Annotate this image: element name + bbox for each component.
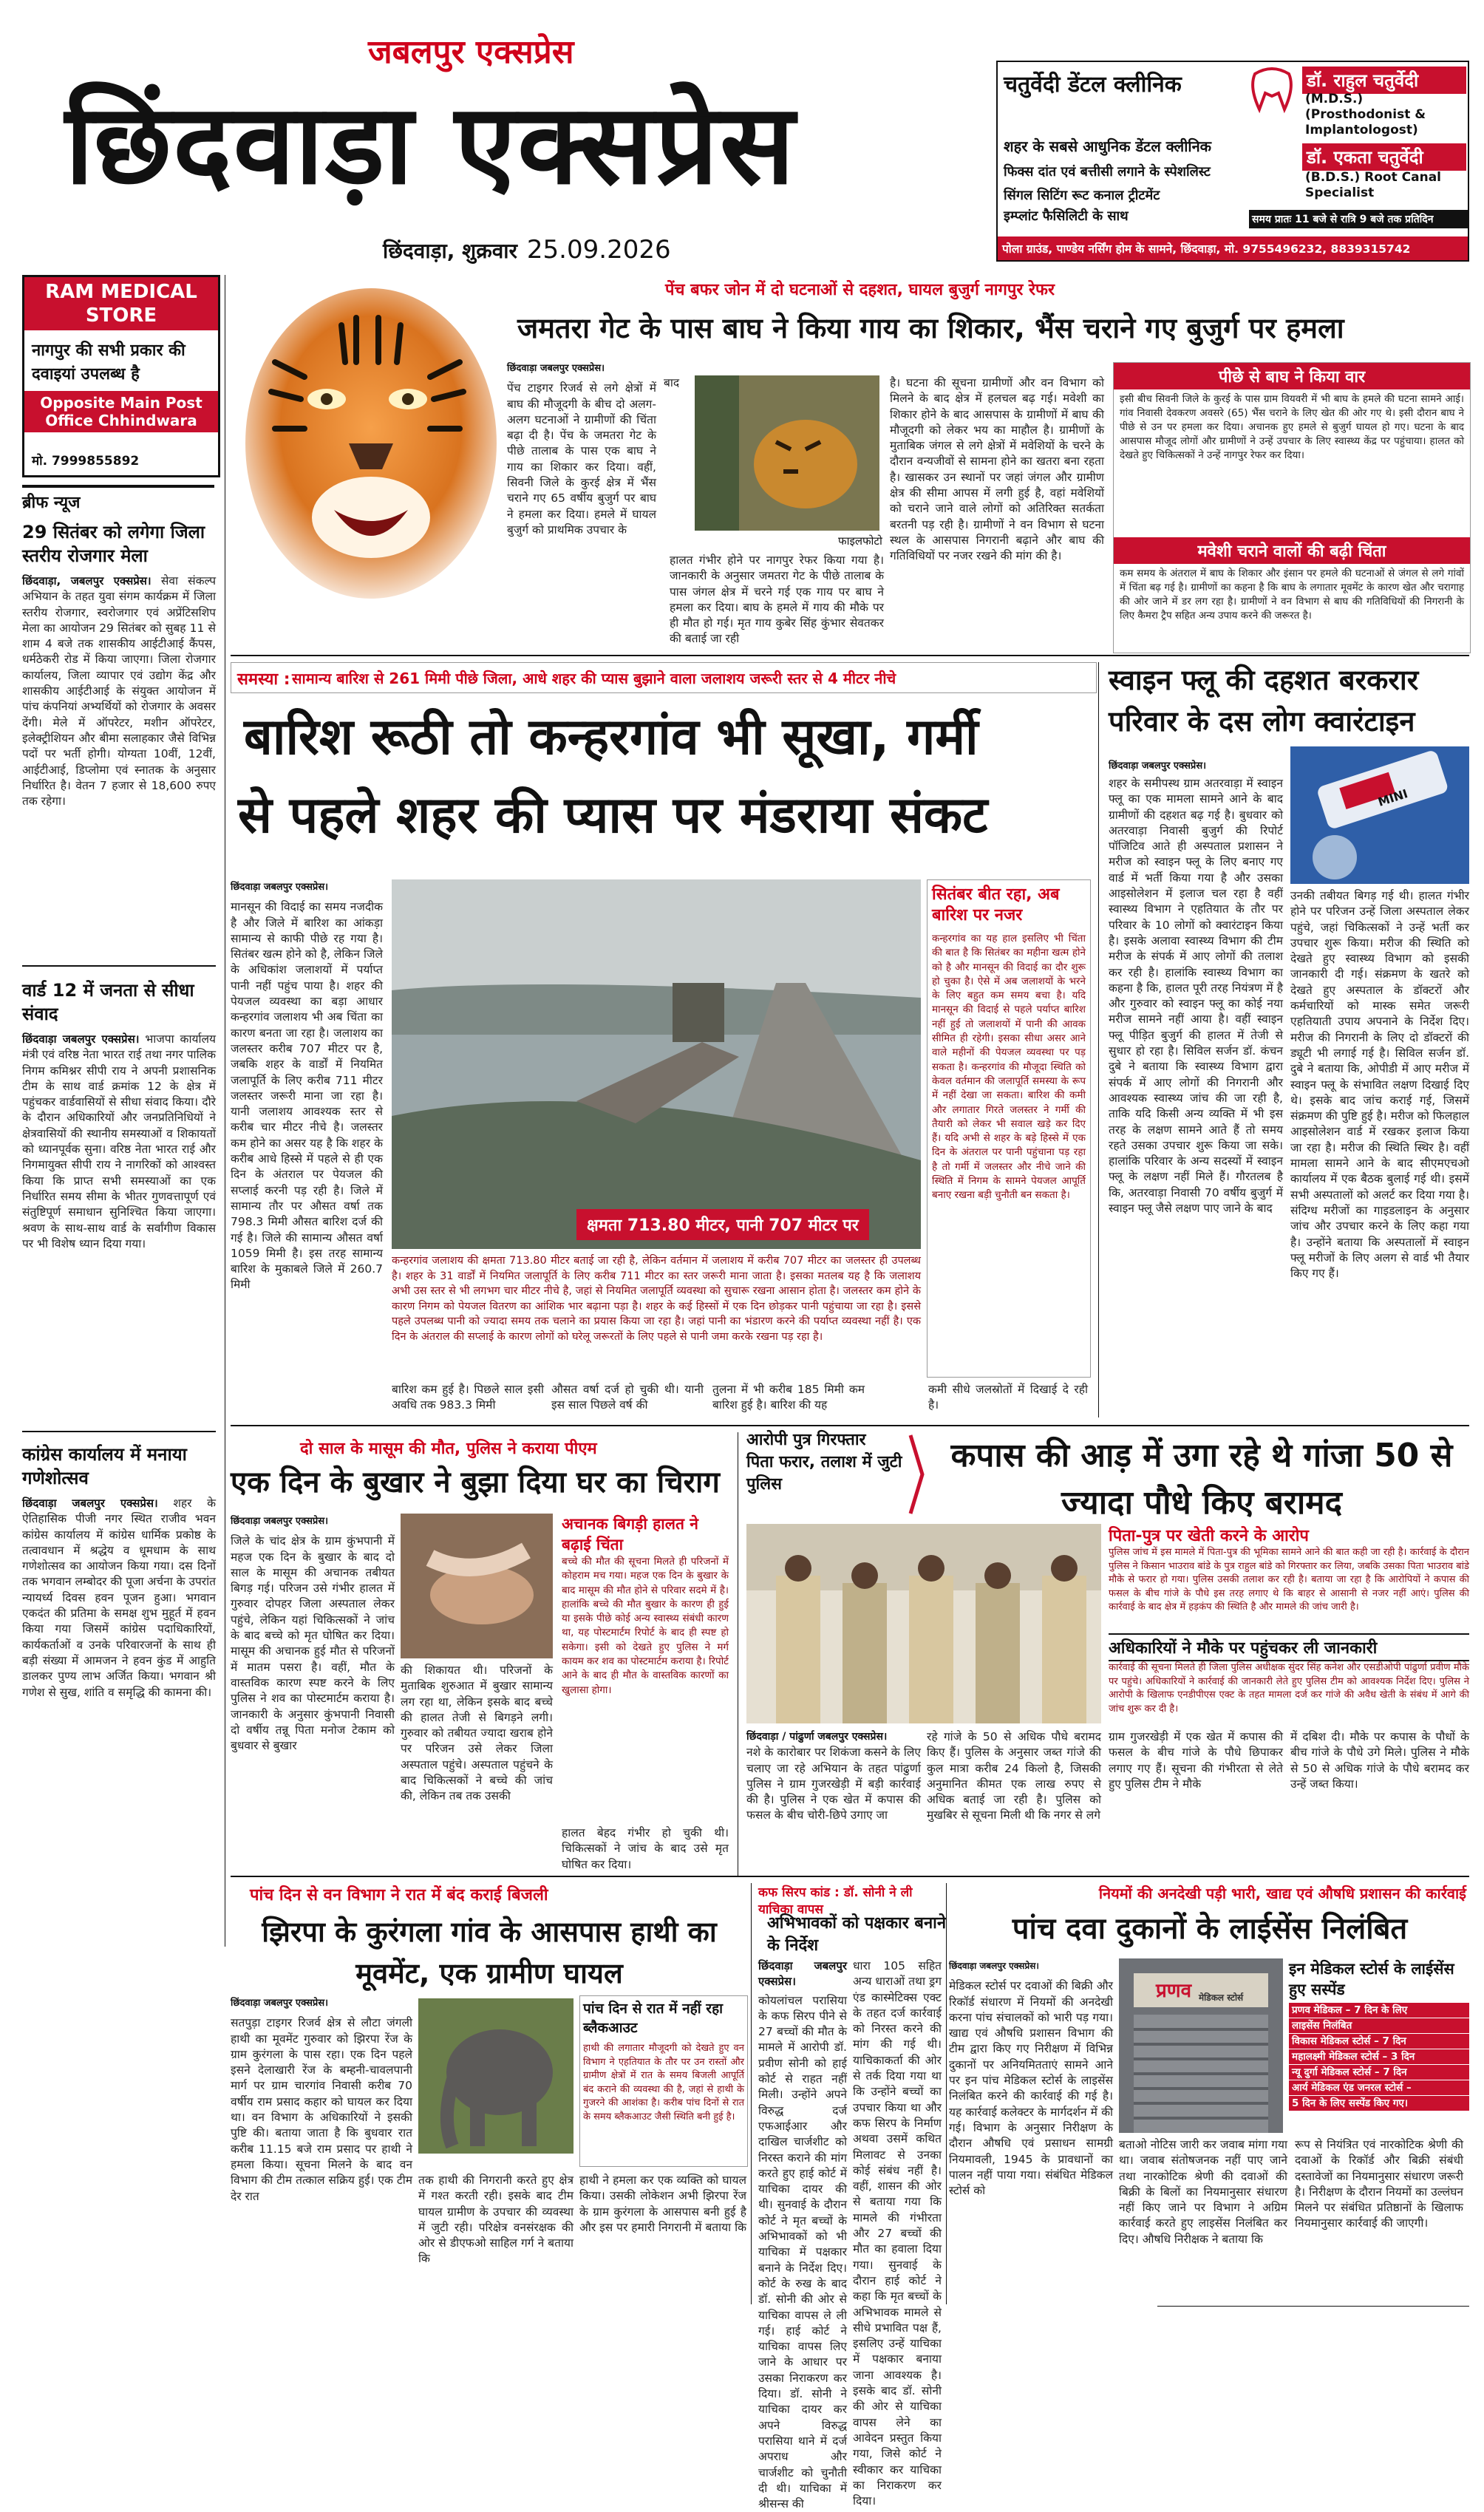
masthead-subtitle: जबलपुर एक्सप्रेस — [368, 33, 574, 71]
water-headline-1: बारिश रूठी तो कन्हरगांव भी सूखा, गर्मी — [244, 708, 978, 766]
water-sidebar-text: कन्हरगांव का यह हाल इसलिए भी चिंता की बात है कि सितंबर का महीना खत्म होने को है और मानसून की विदाई का दौर शुरू हो चुका है। ऐसे में अब जलाशयों के भरने के लिए बहुत कम समय बचा है। यदि मानसून की विदाई से पहले पर्याप्त बारिश नहीं हुई तो जलाशयों में पानी की आवक सीमित ही रहेगी। इसका सीधा असर आने वाले महीनों की पेयजल व्यवस्था पर पड़ सकता है। कन्हरगांव की मौजूदा स्थिति को केवल वर्तमान की जलापूर्ति समस्या के रूप में नहीं देखा जा सकता। बारिश की कमी और लगातार गिरते जलस्तर ने गर्मी की तैयारी को लेकर भी सवाल खड़े कर दिए हैं। यदि अभी से शहर के बड़े हिस्से में एक दिन के अंतराल पर पानी पहुंचाना पड़ रहा है तो गर्मी में जलस्तर और नीचे जाने की स्थिति में निगम के सामने पेयजल आपूर्ति बनाए रखना बड़ी चुनौती बन सकता है। — [932, 933, 1086, 1202]
license-col1 — [949, 1958, 1113, 2306]
masthead — [21, 13, 981, 268]
divider — [231, 1876, 1469, 1877]
brief1-text: सेवा संकल्प अभियान के तहत युवा संगम कार्यक्रम में जिला स्तरीय रोजगार, स्वरोजगार एवं अप्रेंटिसशिप मेला का आयोजन 29 सितंबर को सुबह 11 से शाम 4 बजे तक शासकीय आईटीआई कैंपस, धर्मठेकरी रोड में किया जाएगा। जिला रोजगार कार्यालय, जिला व्यापार एवं उद्योग केंद्र और शासकीय आईटीआई के संयुक्त आयोजन में पांच कंपनियां अभ्यर्थियों को रोजगार के अवसर देंगी। मेले में ऑपरेटर, मशीन ऑपरेटर, इलेक्ट्रीशियन और बीमा सलाहकार जैसे विभिन्न पदों पर भर्ती होगी। योग्यता 10वीं, 12वीं, आईटीआई, डिप्लोमा एवं स्नातक के अनुसार निर्धारित है। वेतन 7 हजार से 18,600 रुपए तक रहेगा। — [22, 574, 217, 809]
elephant-sidebar — [579, 1995, 748, 2167]
brief-news-label: ब्रीफ न्यूज — [22, 485, 214, 513]
divider — [231, 1425, 1469, 1426]
tiger-byline: छिंदवाड़ा जबलपुर एक्सप्रेस। — [507, 363, 605, 374]
water-kicker-label: समस्या : — [237, 670, 290, 689]
ram-medical-line1: नागपुर की सभी प्रकार की दवाइयां उपलब्ध है — [32, 341, 186, 384]
water-col3: औसत वर्षा दर्ज हो चुकी थी। यानी इस साल पिछले वर्ष की — [551, 1383, 704, 1412]
dental-ad-line1: शहर के सबसे आधुनिक डेंटल क्लीनिक — [1004, 137, 1212, 155]
tiger-sidebar-text1: इसी बीच सिवनी जिले के कुरई के पास ग्राम वियवरी में भी बाघ के हमले की घटना सामने आई। गांव निवासी देवकरण अवसरे (65) भैंस चराने के लिए खेत की ओर गए थे। इसी दौरान बाघ ने पीछे से उन पर हमला कर दिया। अचानक हुए हमले से बुजुर्ग घायल हो गए। घटना के बाद आसपास मौजूद लोगों और ग्रामीणों ने उन्हें उपचार के लिए स्वास्थ्य केंद्र पर पहुंचाया। हालत को देखते हुए चिकित्सकों ने उन्हें नागपुर रेफर कर दिया। — [1120, 393, 1464, 461]
brief2-body — [22, 1032, 216, 1423]
tiger-kicker: पेंच बफर जोन में दो घटनाओं से दहशत, घायल बुजुर्ग नागपुर रेफर — [665, 281, 1055, 299]
brief3-text: शहर के ऐतिहासिक पीजी नगर स्थित राजीव भवन कांग्रेस कार्यालय में कांग्रेस धार्मिक प्रकोष्ठ के तत्वावधान में श्रद्धेय व धूमधाम के साथ गणेशोत्सव का आयोजन किया गया। दस दिनों तक भगवान लम्बोदर की पूजा अर्चना के उपरांत न्यायर्ध्य दिवस हवन पूजन हुआ। भगवान एकदंत की प्रतिमा के समक्ष शुभ मुहूर्त में हवन किया गया जिसमें कांग्रेस पदाधिकारियों, कार्यकर्ताओं व उनके परिवारजनों के साथ ही बड़ी संख्या में आमजन ने हवन कुंड में आहुति डालकर पुण्य लाभ अर्जित किया। भगवान श्री गणेश से सुख, शांति व समृद्धि की कामना की। — [22, 1497, 216, 1699]
license-headline: पांच दवा दुकानों के लाईसेंस निलंबित — [1012, 1912, 1408, 1946]
shop-sign: प्रणव — [1156, 1980, 1192, 2002]
dental-ad — [996, 61, 1469, 262]
brief1-body — [22, 573, 216, 958]
license-box-head: इन मेडिकल स्टोर्स के लाईसेंस हुए सस्पेंड — [1289, 1960, 1454, 1998]
child-col2: की शिकायत थी। परिजनों के मुताबिक शुरुआत में बुखार सामान्य लग रहा था, लेकिन इसके बाद बच्चे की हालत तेजी से बिगड़ने लगी। गुरुवार को तबीयत ज्यादा खराब होने पर परिजन उसे लेकर जिला अस्पताल पहुंचे। अस्पताल पहुंचने के बाद चिकित्सकों ने बच्चे की जांच की, लेकिन तब तक उसकी — [401, 1664, 553, 1803]
dental-doc2: डॉ. एकता चतुर्वेदी — [1302, 143, 1466, 171]
tiger-photo-caption: फाइलफोटो — [838, 534, 882, 548]
elephant-byline: छिंदवाड़ा जबलपुर एक्सप्रेस। — [231, 1998, 329, 2009]
ganja-kicker1: आरोपी पुत्र गिरफ्तार — [746, 1431, 866, 1449]
tiger-col1-text: पेंच टाइगर रिजर्व से लगे क्षेत्रों में बाघ की मौजूदगी के बीच दो अलग-अलग घटनाओं ने ग्रामीणों की चिंता बढ़ा दी है। पेंच के जमतरा गेट के पीछे तालाब के पास एक बाघ ने गाय का शिकार कर दिया। वहीं, सिवनी जिले के कुरई क्षेत्र में भैंस चराने गए 65 वर्षीय बुजुर्ग पर बाघ ने हमला कर दिया। हमले में घायल बुजुर्ग को प्राथमिक उपचार के — [507, 381, 656, 537]
dental-ad-clinic: चतुर्वेदी डेंटल क्लीनिक — [1004, 72, 1182, 98]
ganja-byline: छिंदवाड़ा / पांढुर्णा जबलपुर एक्सप्रेस। — [746, 1731, 888, 1743]
elephant-headline: झिरपा के कुरंगला गांव के आसपास हाथी का मूवमेंट, एक ग्रामीण घायल — [262, 1916, 717, 1989]
dateline-place: छिंदवाड़ा, शुक्रवार — [383, 239, 518, 263]
tiger-col3 — [890, 375, 1104, 650]
elephant-sidebar-head: पांच दिन से रात में नहीं रहा ब्लैकआउट — [583, 2001, 724, 2036]
column-divider — [1098, 662, 1099, 1417]
ganja-col2: रहे गांजे के 50 से अधिक पौधे बरामद किए हैं। पुलिस के अनुसार जब्त गांजे की कुल मात्रा करीब 24 किलो है, जिसकी अनुमानित कीमत एक लाख रुपए से अधिक बताई जा रही है। पुलिस को मुखबिर से सूचना मिली थी कि नगर से लगे — [927, 1730, 1101, 1822]
ganja-headline: कपास की आड़ में उगा रहे थे गांजा 50 से ज्यादा पौधे किए बरामद — [950, 1437, 1453, 1522]
license-box-item: न्यू दुर्गा मेडिकल स्टोर्स – 7 दिन — [1289, 2065, 1469, 2080]
ganja-sidebar-text: पुलिस जांच में इस मामले में पिता-पुत्र की भूमिका सामने आने की बात कही जा रही है। कार्रवाई के दौरान पुलिस ने किसान भाउराव बांडे के पुत्र राहुल बांडे को गिरफ्तार कर लिया, जबकि उसका पिता भाउराव बांडे मौके से फरार हो गया। पुलिस उसकी तलाश कर रही है। बताया जा रहा है कि आरोपियों ने कपास की फसल के बीच गांजे के पौधे इस तरह लगाए थे कि बाहर से आसानी से नजर नहीं आएं। पुलिस की कार्रवाई के बाद क्षेत्र में हड़कंप की स्थिति है और मामले की जांच जारी है। — [1109, 1547, 1469, 1613]
dental-ad-line2: फिक्स दांत एवं बत्तीसी लगाने के स्पेशलिस्ट — [1004, 164, 1211, 180]
elephant-col3: हाथी ने हमला कर एक व्यक्ति को घायल किया। उसकी लोकेशन अभी झिरपा रेंज के ग्राम कुरंगला के आसपास बनी हुई है और इस पर हमारी निगरानी में बताया कि — [579, 2174, 746, 2234]
dental-ad-address: पोला ग्राउंड, पाण्डेय नर्सिंग होम के सामने, छिंदवाड़ा, मो. 9755496232, 8839315742 — [998, 236, 1468, 260]
child-byline: छिंदवाड़ा जबलपुर एक्सप्रेस। — [231, 1516, 329, 1527]
ram-medical-ad — [22, 275, 220, 477]
ram-medical-phone: मो. 7999855892 — [32, 454, 140, 469]
child-kicker: दो साल के मासूम की मौत, पुलिस ने कराया पीएम — [300, 1440, 597, 1458]
tiger-sidebar-head2: मवेशी चराने वालों की बढ़ी चिंता — [1114, 537, 1470, 564]
tiger-sidebar-head1: पीछे से बाघ ने किया वार — [1114, 363, 1470, 389]
tooth-icon — [1246, 67, 1298, 114]
child-sidebar-head: अचानक बिगड़ी हालत ने बढ़ाई चिंता — [562, 1515, 698, 1553]
divider — [1157, 2306, 1469, 2307]
ganja-sidebar-text2: कार्रवाई की सूचना मिलते ही जिला पुलिस अधीक्षक सुंदर सिंह कनेश और एसडीओपी पांढुर्णा प्रवीण मौके पर पहुंचे। अधिकारियों ने कार्रवाई की जानकारी लेते हुए पुलिस टीम को आवश्यक निर्देश दिए। पुलिस ने आरोपी के खिलाफ एनडीपीएस एक्ट के तहत मामला दर्ज कर गांजे की अवैध खेती के संबंध में आगे की जांच शुरू कर दी है। — [1109, 1662, 1469, 1715]
column-divider — [751, 1883, 752, 2304]
flu-col1: शहर के समीपस्थ ग्राम अतरवाड़ा में स्वाइन फ्लू का एक मामला सामने आने के बाद ग्रामीणों की दहशत बढ़ गई है। बुधवार को अतरवाड़ा निवासी बुजुर्ग की रिपोर्ट पॉजिटिव आते ही अस्पताल प्रशासन ने मरीज को स्वाइन फ्लू के लिए बनाए गए वार्ड में भर्ती किया गया है और उसका आइसोलेशन में इलाज चल रहा है वहीं स्वास्थ्य विभाग ने एहतियात के तौर पर परिवार के 10 लोगों को क्वारंटाइन किया है। इसके अलावा स्वास्थ्य विभाग की टीम मरीज के संपर्क में आए लोगों की तलाश कर रही है। हालांकि स्वास्थ्य विभाग का कहना है कि, हालत पूरी तरह नियंत्रण में है और गुरुवार को स्वाइन फ्लू का कोई नया मरीज सामने नहीं आया है। वहीं स्वाइन फ्लू पीड़ित बुजुर्ग की हालत में तेजी से सुधार हो रहा है। सिविल सर्जन डॉ. कंचन दुबे ने बताया कि स्वास्थ्य विभाग द्वारा संपर्क में आए लोगों की निगरानी और आवश्यक स्वास्थ्य जांच की जा रही है, ताकि यदि किसी अन्य व्यक्ति में भी इस तरह के लक्षण सामने आते हैं तो समय रहते उसका उपचार शुरू किया जा सके। हालांकि परिवार के अन्य सदस्यों में स्वाइन फ्लू के लक्षण नहीं मिले हैं। गौरतलब है कि, अतरवाड़ा निवासी 70 वर्षीय बुजुर्ग में स्वाइन फ्लू जैसे लक्षण पाए जाने के बाद — [1109, 777, 1283, 1216]
license-col2: बताओ नोटिस जारी कर जवाब मांगा गया था। जवाब संतोषजनक नहीं पाए जाने तथा नारकोटिक श्रेणी की दवाओं की बिक्री के बिलों का नियमानुसार संधारण नहीं किए जाने पर विभाग ने अग्रिम कार्रवाई करते हुए लाइसेंस निलंबित कर दिए। औषधि निरीक्षक ने बताया कि — [1119, 2138, 1287, 2246]
license-box-item: 5 दिन के लिए सस्पेंड किए गए। — [1289, 2096, 1469, 2111]
masthead-title: छिंदवाड़ा एक्सप्रेस — [65, 81, 797, 209]
license-col3: रूप से नियंत्रित एवं नारकोटिक श्रेणी की दवाओं के रिकॉर्ड और बिक्री संबंधी दस्तावेजों का नियमानुसार संधारण जरूरी है। निरीक्षण के दौरान नियमों का उल्लंघन मिलने पर संबंधित प्रतिष्ठानों के खिलाफ नियमानुसार कार्रवाई की जाएगी। — [1295, 2138, 1463, 2230]
divider — [231, 655, 1469, 656]
divider — [22, 1431, 216, 1432]
water-col4: तुलना में भी करीब 185 मिमी कम बारिश हुई है। बारिश की यह — [712, 1383, 865, 1412]
water-col1-text: मानसून की विदाई का समय नजदीक है और जिले में बारिश का आंकड़ा सामान्य से काफी पीछे रह गया है। सितंबर खत्म होने को है, लेकिन जिले के अधिकांश जलाशयों में पर्याप्त पानी नहीं पहुंच पाया है। शहर की पेयजल व्यवस्था का बड़ा आधार कन्हरगांव जलाशय भी अब चिंता का कारण बनता जा रहा है। जलाशय का जलस्तर करीब 707 मीटर पर है, जबकि शहर के वार्डों में नियमित जलापूर्ति के लिए करीब 711 मीटर जलस्तर जरूरी माना जा रहा है। यानी जलाशय आवश्यक स्तर से करीब चार मीटर नीचे है। जलस्तर कम होने का असर यह है कि शहर के करीब आधे हिस्से में पहले से ही एक दिन के अंतराल पर पेयजल की सप्लाई करनी पड़ रही है। जिले में सामान्य तौर पर औसत वर्षा तक 798.3 मिमी औसत बारिश दर्ज की गई है। जिले की सामान्य औसत वर्षा 1059 मिमी है। इस तरह सामान्य बारिश के मुकाबले जिले में 260.7 मिमी — [231, 900, 383, 1292]
ganja-col1 — [746, 1729, 921, 1870]
water-col2: बारिश कम हुई है। पिछले साल इसी अवधि तक 983.3 मिमी — [392, 1383, 544, 1412]
water-sidebar-head: सितंबर बीत रहा, अब बारिश पर नजर — [932, 885, 1060, 925]
cough-col2: धारा 105 सहित अन्य धाराओं तथा ड्रग एंड कास्मेटिक्स एक्ट के तहत दर्ज कार्रवाई को निरस्त करने की मांग की गई थी। याचिकाकर्ता की ओर से तर्क दिया गया था कि उन्होंने बच्चों का उपचार किया था और कफ सिरप के निर्माण अथवा उसमें कथित मिलावट से उनका कोई संबंध नहीं है। वहीं, शासन की ओर से बताया गया कि मामले की गंभीरता और 27 बच्चों की मौत का हवाला दिया गया। सुनवाई के दौरान हाई कोर्ट ने कहा कि मृत बच्चों के अभिभावक मामले से सीधे प्रभावित पक्ष हैं, इसलिए उन्हें याचिका में पक्षकार बनाया जाना आवश्यक है। इसके बाद डॉ. सोनी की ओर से याचिका वापस लेने का आवेदन प्रस्तुत किया गया, जिसे कोर्ट ने स्वीकार कर याचिका का निराकरण कर दिया। — [853, 1959, 942, 2508]
brief2-byline: छिंदवाड़ा जबलपुर एक्सप्रेस। — [22, 1032, 140, 1046]
dateline — [383, 235, 671, 265]
brief3-headline: कांग्रेस कार्यालय में मनाया गणेशोत्सव — [22, 1444, 187, 1488]
water-byline: छिंदवाड़ा जबलपुर एक्सप्रेस। — [231, 882, 329, 893]
ganja-col4: में दबिश दी। मौके पर कपास के पौधों के बीच गांजे के पौधे उगे मिले। पुलिस ने मौके से 50 से अधिक गांजे के पौधे बरामद कर उन्हें जब्त किया। — [1290, 1730, 1469, 1791]
brief2-text: भाजपा कार्यालय मंत्री एवं वरिष्ठ नेता भारत राई तथा नगर पालिक निगम कमिश्नर सीपी राय ने अपनी प्रशासनिक टीम के साथ वार्ड क्रमांक 12 के क्षेत्र में पहुंचकर वार्डवासियों से सीधा संवाद किया। दौरे के दौरान अधिकारियों और जनप्रतिनिधियों ने क्षेत्रवासियों की स्थानीय समस्याओं व शिकायतों को ध्यानपूर्वक सुना। वरिष्ठ नेता भारत राई और निगमायुक्त सीपी राय ने नागरिकों को आश्वस्त किया कि प्राप्त सभी समस्याओं का एक निर्धारित समय सीमा के भीतर गुणवत्तापूर्ण एवं संतुष्टिपूर्ण समाधान सुनिश्चित किया जाएगा। श्रवण के साथ-साथ वार्ड के सर्वांगीण विकास पर भी विशेष ध्यान दिया गया। — [22, 1032, 216, 1250]
elephant-photo — [418, 1998, 573, 2154]
dateline-date: 25.09.2026 — [526, 235, 671, 265]
ganja-photo — [746, 1524, 1101, 1723]
license-kicker: नियमों की अनदेखी पड़ी भारी, खाद्य एवं औषधि प्रशासन की कार्रवाई — [1098, 1885, 1466, 1902]
reservoir-label: क्षमता 713.80 मीटर, पानी 707 मीटर पर — [576, 1209, 869, 1240]
tiger-sidebar — [1113, 362, 1471, 653]
cough-byline: छिंदवाड़ा जबलपुर एक्सप्रेस। — [758, 1959, 847, 1989]
ganja-chevron-icon — [909, 1434, 924, 1515]
cough-col1 — [758, 1958, 847, 2511]
child-col1 — [231, 1514, 395, 1868]
elephant-col2: तक हाथी की निगरानी करते हुए क्षेत्र में गश्त करती रही। इसके बाद टीम घायल ग्रामीण के उपचार की व्यवस्था में जुटी रही। परिक्षेत्र वनसंरक्षक की ओर से डीएफओ साहिल गर्ग ने बताया कि — [418, 2174, 573, 2266]
child-tail: हालत बेहद गंभीर हो चुकी थी। चिकित्सकों ने जांच के बाद उसे मृत घोषित कर दिया। — [562, 1826, 729, 1871]
license-box-item: आर्य मेडिकल एंड जनरल स्टोर्स – — [1289, 2080, 1469, 2095]
water-col1 — [231, 879, 383, 1397]
dental-doc1-qual: (M.D.S.) (Prosthodonist & Implantologost) — [1305, 92, 1426, 137]
tiger-small-photo — [695, 375, 879, 531]
ganja-kicker-box — [746, 1429, 921, 1499]
brief2-headline: वार्ड 12 में जनता से सीधा संवाद — [22, 980, 194, 1024]
flu-photo — [1290, 746, 1469, 884]
tiger-photo — [231, 273, 504, 636]
child-photo — [401, 1514, 553, 1658]
tiger-col1 — [507, 361, 656, 649]
ram-medical-name: RAM MEDICAL STORE — [24, 277, 218, 330]
tiger-col2b-text: हालत गंभीर होने पर नागपुर रेफर किया गया है। जानकारी के अनुसार जमतरा गेट के पीछे तालाब के पास जंगल क्षेत्र में चरने गई एक गाय पर बाघ ने हमला कर दिया। बाघ के हमले में गाय की मौके पर ही मौत हो गई। मृत गाय कुबेर सिंह कुंभार सेवतकर की बताई जा रही — [670, 554, 884, 646]
elephant-kicker: पांच दिन से वन विभाग ने रात में बंद कराई बिजली — [250, 1886, 548, 1905]
child-sidebar — [562, 1514, 729, 1824]
brief1-headline: 29 सितंबर को लगेगा जिला स्तरीय रोजगार मेला — [22, 522, 205, 566]
water-headline-2: से पहले शहर की प्यास पर मंडराया संकट — [238, 786, 988, 845]
ganja-sidebar — [1109, 1524, 1469, 1723]
dental-ad-line4: इम्प्लांट फैसिलिटी के साथ — [1004, 208, 1129, 224]
child-sidebar-text: बच्चे की मौत की सूचना मिलते ही परिजनों में कोहराम मच गया। महज एक दिन के बुखार के बाद मासूम की मौत होने से परिवार सदमे में है। हालांकि बच्चे की मौत बुखार के कारण ही हुई या इसके पीछे कोई अन्य स्वास्थ्य संबंधी कारण था, यह पोस्टमार्टम रिपोर्ट के बाद ही स्पष्ट हो सकेगा। इसी को देखते हुए पुलिस ने मर्ग कायम कर शव का पोस्टमार्टम कराया है। रिपोर्ट आने के बाद ही मौत के वास्तविक कारणों का खुलासा होगा। — [562, 1556, 729, 1696]
brief1-byline: छिंदवाड़ा, जबलपुर एक्सप्रेस। — [22, 574, 152, 588]
shop-sign-sub: मेडिकल स्टोर्स — [1199, 1992, 1244, 2003]
brief3-byline: छिंदवाड़ा जबलपुर एक्सप्रेस। — [22, 1497, 158, 1510]
dental-doc2-qual: (B.D.S.) Root Canal Specialist — [1305, 170, 1441, 200]
cough-col1-text: कोयलांचल परासिया के कफ सिरप पीने से 27 बच्चों की मौत के मामले में आरोपी डॉ. प्रवीण सोनी को हाई कोर्ट से राहत नहीं मिली। उन्होंने अपने विरुद्ध दर्ज एफआईआर और दाखिल चार्जशीट को निरस्त कराने की मांग करते हुए हाई कोर्ट में याचिका दायर की थी। सुनवाई के दौरान कोर्ट ने मृत बच्चों के अभिभावकों को भी याचिका में पक्षकार बनाने के निर्देश दिए। कोर्ट के रुख के बाद डॉ. सोनी की ओर से याचिका वापस ले ली गई। हाई कोर्ट ने याचिका वापस लिए जाने के आधार पर उसका निराकरण कर दिया। डॉ. सोनी ने याचिका दायर कर अपने विरुद्ध परासिया थाने में दर्ज अपराध और चार्जशीट को चुनौती दी थी। याचिका में श्रीसन्स की — [758, 1993, 847, 2511]
tiger-sidebar-text2: कम समय के अंतराल में बाघ के शिकार और इंसान पर हमले की घटनाओं से जंगल से लगे गांवों में चिंता बढ़ गई है। ग्रामीणों का कहना है कि बाघ के लगातार मूवमेंट के कारण खेत और चरागाह की ओर जाने में डर लग रहा है। ग्रामीणों ने वन विभाग से बाघ की गतिविधियों की निगरानी के लिए कैमरा ट्रैप सहित अन्य उपाय करने की जरूरत है। — [1120, 568, 1464, 622]
flu-headline: स्वाइन फ्लू की दहशत बरकरार परिवार के दस लोग क्वारंटाइन — [1109, 664, 1419, 738]
flu-byline: छिंदवाड़ा जबलपुर एक्सप्रेस। — [1109, 760, 1207, 772]
divider — [22, 965, 216, 967]
license-box-item: महालक्ष्मी मेडिकल स्टोर्स – 3 दिन — [1289, 2049, 1469, 2064]
elephant-sidebar-text: हाथी की लगातार मौजूदगी को देखते हुए वन विभाग ने एहतियात के तौर पर उन रास्तों और ग्रामीण क्षेत्रों में रात के समय बिजली आपूर्ति बंद कराने की व्यवस्था की है, जहां से हाथी के गुजरने की आशंका है। करीब पांच दिनों से रात के समय ब्लैकआउट जैसी स्थिति बनी हुई है। — [583, 2043, 744, 2123]
reservoir-photo — [392, 879, 921, 1249]
brief3-body — [22, 1496, 216, 1932]
license-byline: छिंदवाड़ा जबलपुर एक्सप्रेस। — [949, 1961, 1039, 1971]
dental-ad-timing: समय प्रातः 11 बजे से रात्रि 9 बजे तक प्रतिदिन — [1249, 210, 1469, 228]
ram-medical-line2: Opposite Main Post Office Chhindwara — [24, 391, 218, 432]
ganja-col1-text: नशे के कारोबार पर शिकंजा कसने के लिए चलाए जा रहे अभियान के तहत पांढुर्णा पुलिस ने ग्राम गुजरखेड़ी में बड़ी कार्रवाई की है। पुलिस ने एक खेत में कपास की फसल के बीच चोरी-छिपे उगाए जा — [746, 1746, 921, 1822]
tiger-headline: जमतरा गेट के पास बाघ ने किया गाय का शिकार, भैंस चराने गए बुजुर्ग पर हमला — [517, 312, 1344, 344]
license-col1-text: मेडिकल स्टोर्स पर दवाओं की बिक्री और रिकॉर्ड संधारण में नियमों की अनदेखी करना पांच संचालकों को भारी पड़ गया। खाद्य एवं औषधि प्रशासन विभाग की टीम द्वारा किए गए निरीक्षण में विभिन्न दुकानों पर अनियमितताएं सामने आने पर इन पांच मेडिकल स्टोर्स के लाइसेंस निलंबित करने की कार्रवाई की गई है। यह कार्रवाई कलेक्टर के मार्गदर्शन में की गई। विभाग के अनुसार निरीक्षण के दौरान औषधि एवं प्रसाधन सामग्री नियमावली, 1945 के प्रावधानों का पालन नहीं पाया गया। संबंधित मेडिकल स्टोर्स को — [949, 1979, 1113, 2198]
dental-doc1: डॉ. राहुल चतुर्वेदी — [1302, 67, 1466, 94]
cough-headline: अभिभावकों को पक्षकार बनाने के निर्देश — [767, 1914, 947, 1955]
flu-col2: उनकी तबीयत बिगड़ गई थी। हालत गंभीर होने पर परिजन उन्हें जिला अस्पताल लेकर पहुंचे, जहां चिकित्सकों ने उन्हें भर्ती कर उपचार शुरू किया। मरीज की स्थिति को देखते हुए स्वास्थ्य विभाग को इसकी जानकारी दी गई। संक्रमण के खतरे को देखते हुए अस्पताल के डॉक्टरों और कर्मचारियों को मास्क समेत जरूरी एहतियाती उपाय अपनाने के निर्देश दिए। मरीज की निगरानी के लिए दो डॉक्टरों की ड्यूटी भी लगाई गई है। सिविल सर्जन डॉ. दुबे ने बताया कि, ओपीडी में आए मरीज में स्वाइन फ्लू के संभावित लक्षण दिखाई दिए थे। इसके बाद जांच कराई गई, जिसमें संक्रमण की पुष्टि हुई है। मरीज को फिलहाल आइसोलेशन वार्ड में रखकर इलाज किया जा रहा है। मरीज की स्थिति स्थिर है। वहीं मामला सामने आने के बाद सीएमएचओ कार्यालय में एक बैठक बुलाई गई थी। इसमें सभी अस्पतालों को अलर्ट कर दिया गया है। संदिग्ध मरीजों का गाइडलाइन के अनुसार जांच और उपचार करने के लिए कहा गया है। उन्होंने बताया कि अस्पतालों में स्वाइन फ्लू मरीजों के लिए अलग से वार्ड भी तैयार किए गए हैं। — [1290, 889, 1469, 1281]
water-kicker-bar — [231, 662, 1097, 693]
license-box — [1289, 1958, 1469, 2133]
water-sidebar — [927, 879, 1091, 1378]
tiger-col2b — [670, 553, 884, 650]
ganja-kicker2: पिता फरार, तलाश में जुटी पुलिस — [746, 1453, 902, 1494]
elephant-col1 — [231, 1995, 412, 2306]
license-box-item: प्रणव मेडिकल – 7 दिन के लिए — [1289, 2003, 1469, 2018]
ganja-sidebar-head: पिता-पुत्र पर खेती करने के आरोप — [1109, 1527, 1309, 1545]
water-kicker: सामान्य बारिश से 261 मिमी पीछे जिला, आधे शहर की प्यास बुझाने वाला जलाशय जरूरी स्तर से 4 मीटर नीचे — [292, 670, 896, 687]
cough-kicker: कफ सिरप कांड : डॉ. सोनी ने ली याचिका वापस — [758, 1885, 913, 1917]
ganja-col3: ग्राम गुजरखेड़ी में एक खेत में कपास की फसल के बीच गांजे के पौधे छिपाकर लगाए गए हैं। सूचना की गंभीरता से लेते हुए पुलिस टीम ने मौके — [1109, 1730, 1283, 1791]
elephant-col1-text: सतपुड़ा टाइगर रिजर्व क्षेत्र से लौटा जंगली हाथी का मूवमेंट गुरुवार को झिरपा रेंज के ग्राम कुरंगला के पास रहा। एक दिन पहले इसने देलाखारी रेंज के बम्हनी-चावलपानी मार्ग पर ग्राम चारगांव निवासी करीब 70 वर्षीय राम प्रसाद कहार को घायल कर दिया था। वन विभाग के अधिकारियों ने इसकी पुष्टि की। बताया जाता है कि बुधवार रात करीब 11.15 बजे राम प्रसाद पर हाथी ने हमला किया। सूचना मिलने के बाद वन विभाग की टीम तत्काल सक्रिय हुई। एक टीम देर रात — [231, 2016, 412, 2203]
tiger-col3-text: है। घटना की सूचना ग्रामीणों और वन विभाग को मिलने के बाद क्षेत्र में हलचल बढ़ गई। मवेशी का शिकार होने के बाद आसपास के ग्रामीणों में बाघ की मौजूदगी को लेकर भय का माहौल है। ग्रामीणों के मुताबिक जंगल से लगे क्षेत्रों में मवेशियों के चरने के दौरान वन्यजीवों से सामना होने का खतरा बना रहता है। खासकर उन स्थानों पर जहां जंगल और ग्रामीण क्षेत्र की सीमा आपस में लगी हुई है, वहां मवेशियों को चराने जाने वाले लोगों को अतिरिक्त सतर्कता बरतनी पड़ रही है। ग्रामीणों ने वन विभाग से घटना स्थल के आसपास निगरानी बढ़ाने और बाघ की गतिविधियों पर नजर रखने की मांग की है। — [890, 376, 1104, 563]
column-divider — [946, 1883, 947, 2304]
child-col1-text: जिले के चांद क्षेत्र के ग्राम कुंभपानी में महज एक दिन के बुखार के बाद दो साल के मासूम की अचानक तबीयत बिगड़ गई। परिजन उसे गंभीर हालत में गुरुवार दोपहर जिला अस्पताल लेकर पहुंचे, लेकिन यहां चिकित्सकों ने जांच के बाद बच्चे को मृत घोषित कर दिया। मासूम की अचानक हुई मौत से परिजनों में मातम पसरा है। वहीं, मौत के वास्तविक कारण स्पष्ट करने के लिए पुलिस ने शव का पोस्टमार्टम कराया है। जानकारी के अनुसार कुंभपानी निवासी दो वर्षीय तन्नू पिता मनोज टेकाम को बुधवार से बुखार — [231, 1534, 395, 1753]
flu-photo-label: MINI — [1376, 786, 1410, 809]
water-tail: कमी सीधे जलस्रोतों में दिखाई दे रही है। — [928, 1383, 1088, 1412]
water-caption: कन्हरगांव जलाशय की क्षमता 713.80 मीटर बताई जा रही है, लेकिन वर्तमान में जलाशय में करीब 707 मीटर का जलस्तर ही उपलब्ध है। शहर के 31 वार्डों में नियमित जलापूर्ति के लिए करीब 711 मीटर का स्तर जरूरी माना जाता है। इसका मतलब यह है कि जलाशय अभी उस स्तर से भी लगभग चार मीटर नीचे है, जहां से नियमित जलापूर्ति व्यवस्था को सुचारू रखना आसान होता है। जलस्तर कम होने के कारण निगम को पेयजल वितरण का आंशिक भार बढ़ाना पड़ा है। शहर के कई हिस्सों में एक दिन छोड़कर पानी पहुंचाया जा रहा है। इससे पहले उपलब्ध पानी को ज्यादा समय तक चलाने का प्रयास किया जा रहा है। जहां पानी का भंडारण करने की पर्याप्त व्यवस्था नहीं है। एक दिन के अंतराल की सप्लाई के कारण लोगों को घरेलू जरूरतों के लिए पहले से पानी जमा करके रखना पड़ रहा है। — [392, 1255, 921, 1343]
shop-photo-image — [1119, 1958, 1283, 2133]
license-box-item: लाइसेंस निलंबित — [1289, 2018, 1469, 2033]
ganja-sidebar-head2: अधिकारियों ने मौके पर पहुंचकर ली जानकारी — [1109, 1633, 1469, 1661]
license-box-item: विकास मेडिकल स्टोर्स – 7 दिन — [1289, 2034, 1469, 2049]
tiger-col2-start: बाद — [664, 376, 680, 389]
dental-ad-line3: सिंगल सिटिंग रूट कनाल ट्रीटमेंट — [1004, 188, 1160, 203]
child-headline: एक दिन के बुखार ने बुझा दिया घर का चिराग — [231, 1466, 720, 1500]
